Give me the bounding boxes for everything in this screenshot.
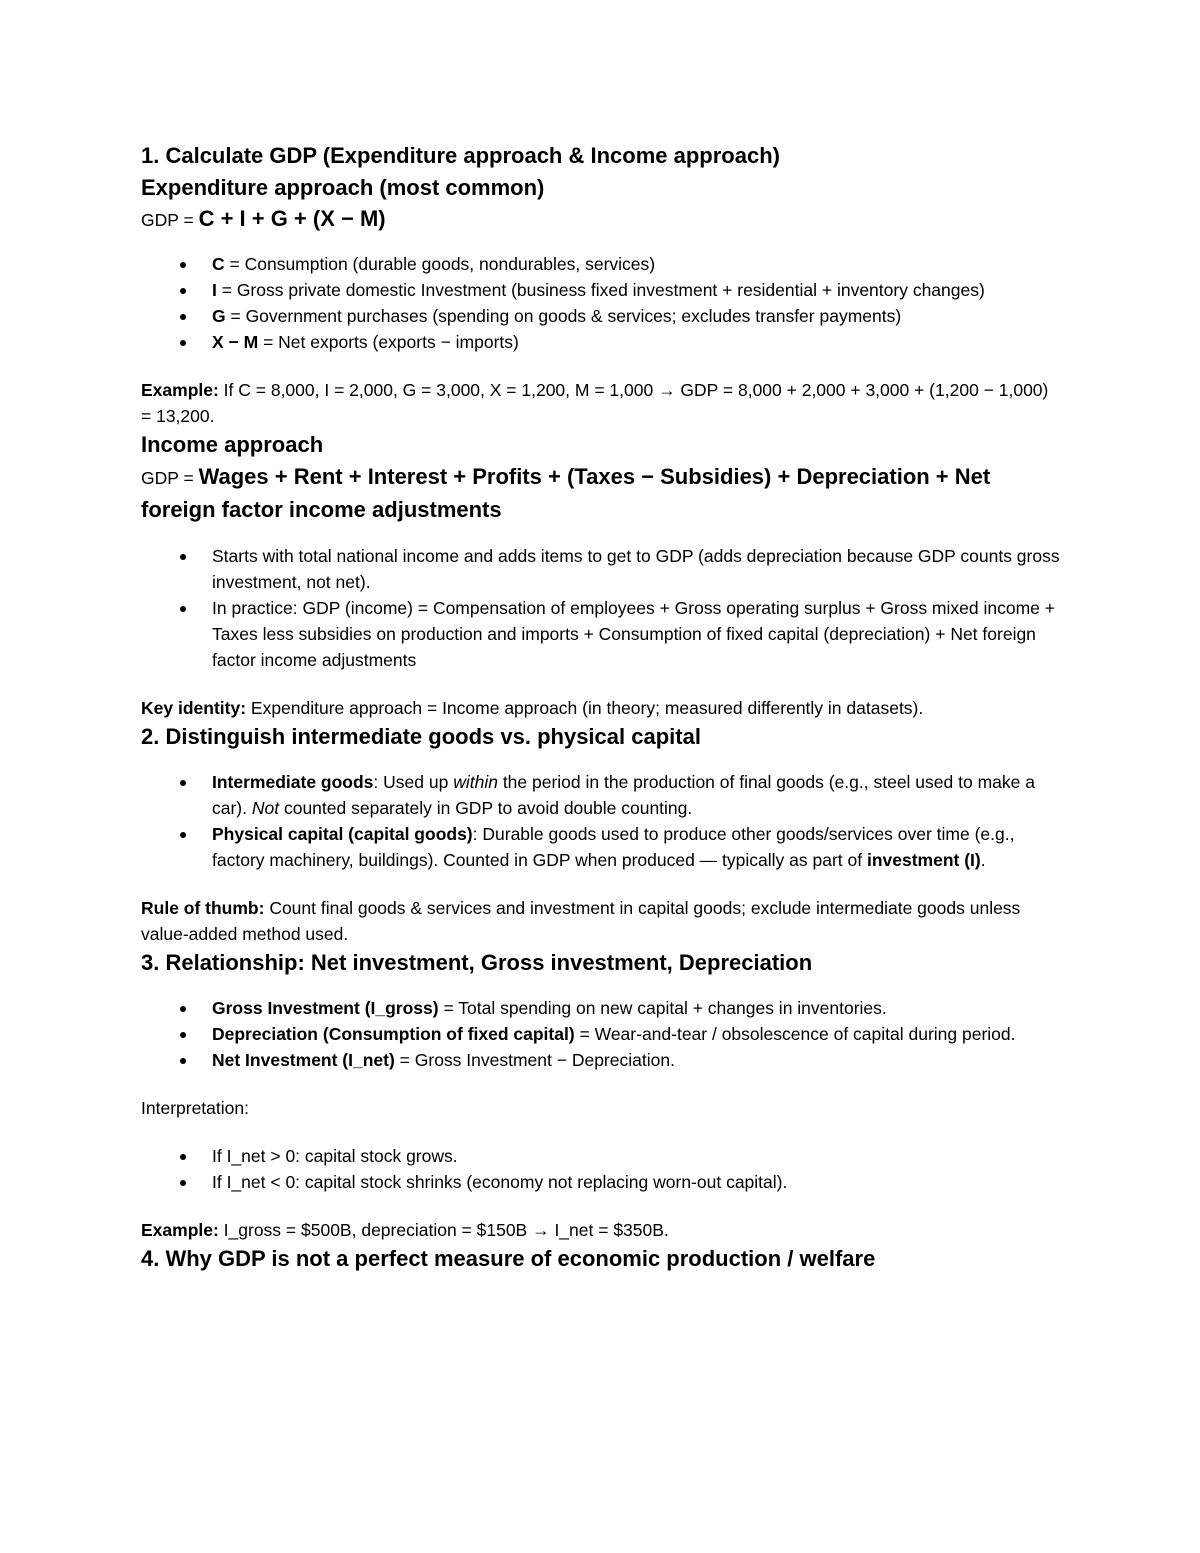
investment-example: Example: I_gross = $500B, depreciation = $150B → I_net = $350B.: [141, 1220, 669, 1240]
list-item: I = Gross private domestic Investment (business fixed investment + residential + inventory changes): [141, 277, 1061, 303]
list-item: Net Investment (I_net) = Gross Investment − Depreciation.: [141, 1047, 1061, 1073]
expenditure-formula: [141, 204, 1061, 235]
expenditure-example: Example: If C = 8,000, I = 2,000, G = 3,000, X = 1,200, M = 1,000 → GDP = 8,000 + 2,000 + 3,000 + (1,200 − 1,000) = 13,200.: [141, 380, 1049, 426]
income-formula: [141, 461, 1061, 527]
bullet-icon: [180, 288, 186, 294]
bullet-icon: [180, 780, 186, 786]
list-item: Depreciation (Consumption of fixed capital) = Wear-and-tear / obsolescence of capital during period.: [141, 1021, 1061, 1047]
bullet-icon: [180, 1154, 186, 1160]
section2-title: 2. Distinguish intermediate goods vs. physical capital: [141, 724, 701, 749]
bullet-icon: [180, 606, 186, 612]
bullet-icon: [180, 1180, 186, 1186]
list-item: If I_net > 0: capital stock grows.: [141, 1143, 1061, 1169]
key-identity: Key identity: Expenditure approach = Income approach (in theory; measured differently in datasets).: [141, 698, 924, 718]
bullet-icon: [180, 1006, 186, 1012]
formula-lead: GDP =: [141, 210, 199, 230]
formula-lead: GDP =: [141, 468, 199, 488]
section3-title: 3. Relationship: Net investment, Gross investment, Depreciation: [141, 950, 813, 975]
bullet-icon: [180, 554, 186, 560]
list-item: If I_net < 0: capital stock shrinks (economy not replacing worn-out capital).: [141, 1169, 1061, 1195]
interpretation-list: [141, 1143, 1061, 1195]
list-item: Physical capital (capital goods): Durable goods used to produce other goods/services over time (e.g., factory machinery, buildings). Counted in GDP when produced — typically as part of investment (I).: [141, 821, 1061, 873]
formula-expression: C + I + G + (X − M): [198, 206, 386, 231]
income-heading: Income approach: [141, 432, 324, 457]
bullet-icon: [180, 262, 186, 268]
list-item: Starts with total national income and adds items to get to GDP (adds depreciation because GDP counts gross investment, not net).: [141, 543, 1061, 595]
formula-expression: Wages + Rent + Interest + Profits + (Taxes − Subsidies) + Depreciation + Net foreign factor income adjustments: [141, 464, 991, 522]
bullet-icon: [180, 314, 186, 320]
bullet-icon: [180, 340, 186, 346]
bullet-icon: [180, 1032, 186, 1038]
bullet-icon: [180, 832, 186, 838]
rule-of-thumb: Rule of thumb: Count final goods & services and investment in capital goods; exclude intermediate goods unless value-added method used.: [141, 898, 1021, 944]
list-item: X − M = Net exports (exports − imports): [141, 329, 1061, 355]
bullet-icon: [180, 1058, 186, 1064]
list-item: Intermediate goods: Used up within the period in the production of final goods (e.g., steel used to make a car). Not counted separately in GDP to avoid double counting.: [141, 769, 1061, 821]
section4-title: 4. Why GDP is not a perfect measure of economic production / welfare: [141, 1246, 876, 1271]
list-item: G = Government purchases (spending on goods & services; excludes transfer payments): [141, 303, 1061, 329]
expenditure-heading: Expenditure approach (most common): [141, 175, 545, 200]
section1-title: 1. Calculate GDP (Expenditure approach & Income approach): [141, 143, 780, 168]
goods-distinction-list: [141, 769, 1061, 873]
income-notes-list: [141, 543, 1061, 673]
list-item: In practice: GDP (income) = Compensation of employees + Gross operating surplus + Gross mixed income + Taxes less subsidies on production and imports + Consumption of fixed capital (depreciation) + Net foreign factor income adjustments: [141, 595, 1061, 673]
investment-definitions-list: [141, 995, 1061, 1073]
list-item: C = Consumption (durable goods, nondurables, services): [141, 251, 1061, 277]
list-item: Gross Investment (I_gross) = Total spending on new capital + changes in inventories.: [141, 995, 1061, 1021]
interpretation-label: Interpretation:: [141, 1098, 249, 1118]
expenditure-components-list: [141, 251, 1061, 355]
document-page: [141, 140, 1061, 1275]
